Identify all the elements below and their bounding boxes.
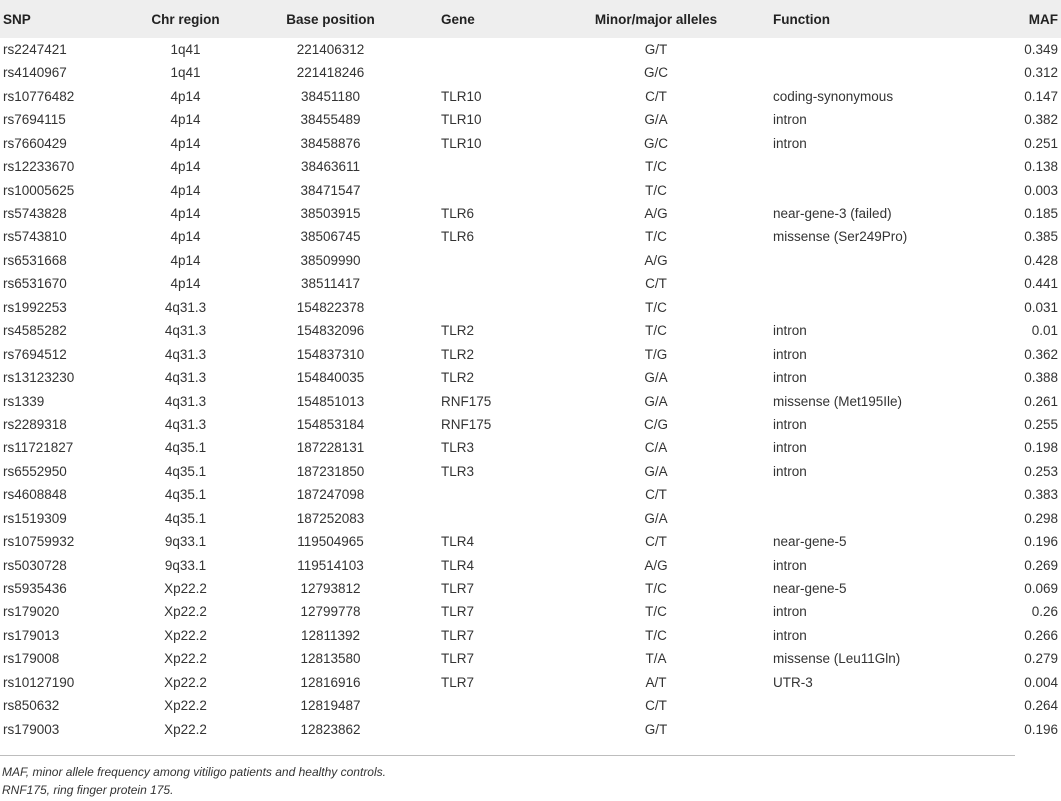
cell-chr-region: 4p14 — [170, 88, 201, 104]
cell-function — [761, 296, 973, 319]
cell-snp: rs1339 — [3, 393, 45, 409]
cell-function: intron — [773, 112, 807, 128]
cell-chr-region: 1q41 — [170, 41, 201, 57]
cell-gene — [413, 296, 551, 319]
table-row — [0, 202, 1061, 225]
cell-snp: rs13123230 — [3, 370, 75, 386]
cell-snp: rs4608848 — [3, 487, 67, 503]
cell-alleles: C/T — [645, 534, 667, 550]
cell-gene — [413, 272, 551, 295]
header-chr-region: Chr region — [151, 11, 220, 27]
cell-function: intron — [773, 346, 807, 362]
footnote-rnf175: RNF175, ring finger protein 175. — [2, 783, 174, 797]
cell-gene: TLR6 — [441, 206, 475, 222]
cell-function — [761, 155, 973, 178]
cell-snp: rs4140967 — [3, 65, 67, 81]
cell-base-position: 154822378 — [296, 299, 365, 315]
table-row — [0, 132, 1061, 155]
cell-gene: TLR10 — [441, 88, 482, 104]
cell-function — [761, 249, 973, 272]
cell-alleles: G/A — [644, 370, 668, 386]
cell-alleles: T/C — [645, 159, 667, 175]
cell-alleles: A/G — [644, 252, 668, 268]
cell-chr-region: Xp22.2 — [164, 698, 207, 714]
cell-function: near-gene-5 — [773, 534, 847, 550]
cell-base-position: 38463611 — [300, 159, 361, 175]
cell-gene: TLR10 — [441, 112, 482, 128]
cell-function: near-gene-3 (failed) — [773, 206, 892, 222]
table-row — [0, 694, 1061, 717]
cell-base-position: 154840035 — [296, 370, 365, 386]
cell-function: near-gene-5 — [773, 581, 847, 597]
cell-alleles: T/C — [645, 581, 667, 597]
cell-maf: 0.261 — [1024, 393, 1058, 409]
cell-alleles: T/C — [645, 627, 667, 643]
cell-maf: 0.266 — [1024, 627, 1058, 643]
cell-maf: 0.349 — [1024, 41, 1058, 57]
table-row — [0, 108, 1061, 131]
table-row — [0, 390, 1061, 413]
cell-gene — [413, 155, 551, 178]
cell-maf: 0.269 — [1024, 557, 1058, 573]
cell-function — [761, 38, 973, 61]
cell-alleles: A/G — [644, 206, 668, 222]
cell-alleles: C/T — [645, 88, 667, 104]
cell-maf: 0.279 — [1024, 651, 1058, 667]
cell-snp: rs5935436 — [3, 581, 67, 597]
cell-maf: 0.441 — [1024, 276, 1058, 292]
cell-maf: 0.198 — [1024, 440, 1058, 456]
cell-chr-region: 4q31.3 — [164, 346, 207, 362]
cell-chr-region: 4p14 — [170, 206, 201, 222]
cell-gene — [413, 179, 551, 202]
cell-gene: TLR2 — [441, 346, 475, 362]
header-maf: MAF — [1028, 11, 1058, 27]
cell-chr-region: Xp22.2 — [164, 604, 207, 620]
cell-chr-region: 4q31.3 — [164, 416, 207, 432]
cell-snp: rs7660429 — [3, 135, 67, 151]
cell-base-position: 154851013 — [296, 393, 365, 409]
cell-gene: TLR7 — [441, 581, 475, 597]
cell-base-position: 119504965 — [297, 534, 364, 550]
cell-function: UTR-3 — [773, 674, 813, 690]
cell-gene: TLR7 — [441, 651, 475, 667]
cell-maf: 0.251 — [1024, 135, 1058, 151]
cell-alleles: T/C — [645, 604, 667, 620]
table-row — [0, 436, 1061, 459]
cell-alleles: T/C — [645, 299, 667, 315]
cell-function: intron — [773, 604, 807, 620]
cell-base-position: 154853184 — [296, 416, 365, 432]
cell-maf: 0.01 — [1031, 323, 1058, 339]
table-row — [0, 249, 1061, 272]
cell-alleles: G/T — [644, 721, 668, 737]
cell-maf: 0.031 — [1024, 299, 1058, 315]
cell-chr-region: 4q31.3 — [164, 370, 207, 386]
cell-maf: 0.388 — [1024, 370, 1058, 386]
cell-gene: TLR3 — [441, 463, 475, 479]
cell-chr-region: 4q31.3 — [164, 299, 207, 315]
cell-maf: 0.362 — [1024, 346, 1058, 362]
cell-maf: 0.069 — [1024, 581, 1058, 597]
header-base-position: Base position — [286, 11, 375, 27]
cell-alleles: T/C — [645, 229, 667, 245]
table-row — [0, 601, 1061, 624]
cell-chr-region: 4p14 — [170, 252, 201, 268]
cell-chr-region: 4q31.3 — [164, 393, 207, 409]
cell-base-position: 187231850 — [296, 463, 365, 479]
table-row — [0, 155, 1061, 178]
table-row — [0, 554, 1061, 577]
cell-base-position: 38503915 — [300, 206, 361, 222]
cell-alleles: G/C — [643, 135, 668, 151]
cell-function: coding-synonymous — [773, 88, 894, 104]
cell-function — [761, 507, 973, 530]
header-row — [0, 0, 1061, 38]
cell-chr-region: Xp22.2 — [164, 674, 207, 690]
cell-snp: rs2289318 — [3, 416, 67, 432]
cell-alleles: G/A — [644, 510, 668, 526]
cell-maf: 0.255 — [1024, 416, 1058, 432]
table-row — [0, 671, 1061, 694]
cell-base-position: 38451180 — [300, 88, 361, 104]
cell-alleles: T/C — [645, 182, 667, 198]
cell-gene: TLR7 — [441, 674, 475, 690]
cell-gene: TLR4 — [441, 534, 475, 550]
cell-base-position: 38471547 — [300, 182, 361, 198]
cell-function — [761, 61, 973, 84]
cell-snp: rs7694115 — [3, 112, 66, 128]
header-gene: Gene — [441, 11, 475, 27]
table-row — [0, 179, 1061, 202]
cell-base-position: 12793812 — [300, 581, 361, 597]
cell-function — [761, 483, 973, 506]
header-function: Function — [773, 11, 830, 27]
cell-maf: 0.185 — [1024, 206, 1058, 222]
cell-snp: rs179020 — [3, 604, 60, 620]
cell-gene — [413, 507, 551, 530]
table-row — [0, 483, 1061, 506]
cell-gene: TLR6 — [441, 229, 475, 245]
cell-chr-region: Xp22.2 — [164, 651, 207, 667]
cell-function — [761, 179, 973, 202]
cell-snp: rs10127190 — [3, 674, 75, 690]
cell-snp: rs5030728 — [3, 557, 67, 573]
cell-function: missense (Leu11Gln) — [773, 651, 901, 667]
table-row — [0, 624, 1061, 647]
cell-chr-region: 4p14 — [170, 112, 201, 128]
cell-function: intron — [773, 627, 807, 643]
cell-maf: 0.196 — [1024, 721, 1058, 737]
cell-base-position: 38458876 — [300, 135, 361, 151]
cell-snp: rs850632 — [3, 698, 60, 714]
table-row — [0, 507, 1061, 530]
cell-snp: rs2247421 — [3, 41, 67, 57]
cell-base-position: 38455489 — [300, 112, 361, 128]
cell-base-position: 12816916 — [300, 674, 361, 690]
cell-function: missense (Met195Ile) — [773, 393, 903, 409]
cell-snp: rs4585282 — [3, 323, 67, 339]
cell-base-position: 12813580 — [300, 651, 361, 667]
cell-base-position: 38511417 — [300, 276, 361, 292]
cell-chr-region: Xp22.2 — [164, 721, 207, 737]
cell-alleles: C/A — [644, 440, 668, 456]
table-row — [0, 718, 1061, 741]
cell-function: intron — [773, 463, 807, 479]
cell-snp: rs5743810 — [3, 229, 67, 245]
cell-chr-region: 4p14 — [170, 182, 201, 198]
table-row — [0, 413, 1061, 436]
cell-alleles: C/T — [645, 276, 667, 292]
cell-chr-region: 4p14 — [170, 229, 201, 245]
table-row — [0, 319, 1061, 342]
footnotes — [2, 763, 386, 799]
cell-alleles: C/T — [645, 487, 667, 503]
cell-base-position: 221418246 — [296, 65, 365, 81]
cell-base-position: 38509990 — [300, 252, 361, 268]
cell-snp: rs10776482 — [3, 88, 75, 104]
cell-gene — [413, 483, 551, 506]
cell-gene: RNF175 — [441, 393, 492, 409]
cell-base-position: 187247098 — [296, 487, 365, 503]
cell-gene: TLR2 — [441, 323, 475, 339]
cell-snp: rs10005625 — [3, 182, 75, 198]
cell-maf: 0.264 — [1024, 698, 1058, 714]
table-row — [0, 530, 1061, 553]
cell-gene: TLR7 — [441, 627, 475, 643]
cell-gene — [413, 61, 551, 84]
cell-gene — [413, 249, 551, 272]
cell-alleles: T/A — [645, 651, 667, 667]
cell-snp: rs11721827 — [3, 440, 74, 456]
cell-gene: TLR2 — [441, 370, 475, 386]
cell-alleles: A/G — [644, 557, 668, 573]
cell-alleles: T/C — [645, 323, 667, 339]
cell-chr-region: Xp22.2 — [164, 581, 207, 597]
cell-maf: 0.382 — [1024, 112, 1058, 128]
cell-alleles: G/A — [644, 463, 668, 479]
cell-function — [761, 272, 973, 295]
cell-gene — [413, 38, 551, 61]
cell-function: intron — [773, 323, 807, 339]
cell-gene: RNF175 — [441, 416, 492, 432]
table-row — [0, 343, 1061, 366]
cell-snp: rs12233670 — [3, 159, 75, 175]
table-row — [0, 85, 1061, 108]
cell-alleles: T/G — [644, 346, 668, 362]
table-row — [0, 272, 1061, 295]
cell-chr-region: 4p14 — [170, 276, 201, 292]
cell-maf: 0.003 — [1024, 182, 1058, 198]
cell-chr-region: Xp22.2 — [164, 627, 207, 643]
cell-gene: TLR10 — [441, 135, 482, 151]
table-row — [0, 647, 1061, 670]
cell-chr-region: 4q35.1 — [164, 510, 207, 526]
cell-chr-region: 9q33.1 — [164, 534, 207, 550]
cell-chr-region: 4q35.1 — [164, 440, 207, 456]
cell-chr-region: 4q35.1 — [164, 487, 207, 503]
cell-maf: 0.004 — [1024, 674, 1058, 690]
header-snp: SNP — [3, 11, 31, 27]
cell-base-position: 187252083 — [296, 510, 365, 526]
cell-maf: 0.383 — [1024, 487, 1058, 503]
cell-maf: 0.138 — [1024, 159, 1058, 175]
cell-snp: rs1992253 — [3, 299, 67, 315]
cell-chr-region: 4q35.1 — [164, 463, 207, 479]
cell-base-position: 119514103 — [297, 557, 364, 573]
cell-maf: 0.253 — [1024, 463, 1058, 479]
cell-base-position: 187228131 — [296, 440, 365, 456]
cell-chr-region: 4p14 — [170, 135, 201, 151]
cell-base-position: 12823862 — [300, 721, 361, 737]
cell-chr-region: 4q31.3 — [164, 323, 207, 339]
cell-maf: 0.147 — [1024, 88, 1058, 104]
cell-alleles: G/C — [643, 65, 668, 81]
cell-snp: rs179013 — [3, 627, 60, 643]
cell-snp: rs10759932 — [3, 534, 75, 550]
cell-gene: TLR3 — [441, 440, 475, 456]
cell-base-position: 12811392 — [300, 627, 361, 643]
cell-base-position: 12799778 — [300, 604, 361, 620]
cell-base-position: 12819487 — [300, 698, 361, 714]
footnote-maf: MAF, minor allele frequency among vitiligo patients and healthy controls. — [2, 765, 386, 779]
table-bottom-rule — [0, 755, 1015, 756]
cell-alleles: G/A — [644, 393, 668, 409]
cell-maf: 0.385 — [1024, 229, 1058, 245]
cell-maf: 0.312 — [1024, 65, 1058, 81]
cell-chr-region: 4p14 — [170, 159, 201, 175]
cell-snp: rs6552950 — [3, 463, 67, 479]
cell-function — [761, 718, 973, 741]
cell-function: intron — [773, 557, 807, 573]
table-row — [0, 577, 1061, 600]
cell-alleles: C/G — [643, 416, 668, 432]
cell-function: intron — [773, 416, 807, 432]
cell-snp: rs6531670 — [3, 276, 67, 292]
cell-function — [761, 694, 973, 717]
cell-snp: rs1519309 — [3, 510, 67, 526]
cell-base-position: 38506745 — [300, 229, 361, 245]
table-row — [0, 296, 1061, 319]
header-alleles: Minor/major alleles — [594, 11, 718, 27]
table-body — [0, 38, 1061, 741]
cell-snp: rs179008 — [3, 651, 60, 667]
table-row — [0, 226, 1061, 249]
cell-alleles: C/T — [645, 698, 667, 714]
cell-maf: 0.428 — [1024, 252, 1058, 268]
cell-function: intron — [773, 135, 807, 151]
cell-snp: rs179003 — [3, 721, 60, 737]
cell-base-position: 154832096 — [296, 323, 365, 339]
cell-function: missense (Ser249Pro) — [773, 229, 908, 245]
cell-gene — [413, 694, 551, 717]
cell-base-position: 221406312 — [296, 41, 365, 57]
cell-alleles: A/T — [645, 674, 667, 690]
table-row — [0, 366, 1061, 389]
cell-alleles: G/A — [644, 112, 668, 128]
table-row — [0, 38, 1061, 61]
cell-snp: rs7694512 — [3, 346, 67, 362]
cell-alleles: G/T — [644, 41, 668, 57]
cell-maf: 0.298 — [1024, 510, 1058, 526]
cell-chr-region: 1q41 — [170, 65, 201, 81]
cell-function: intron — [773, 370, 807, 386]
table-row — [0, 61, 1061, 84]
cell-gene: TLR4 — [441, 557, 475, 573]
cell-gene: TLR7 — [441, 604, 475, 620]
table-header — [0, 0, 1061, 38]
cell-snp: rs5743828 — [3, 206, 67, 222]
cell-maf: 0.196 — [1024, 534, 1058, 550]
cell-gene — [413, 718, 551, 741]
cell-snp: rs6531668 — [3, 252, 67, 268]
cell-maf: 0.26 — [1031, 604, 1058, 620]
table-row — [0, 460, 1061, 483]
cell-function: intron — [773, 440, 807, 456]
cell-base-position: 154837310 — [296, 346, 365, 362]
cell-chr-region: 9q33.1 — [164, 557, 207, 573]
